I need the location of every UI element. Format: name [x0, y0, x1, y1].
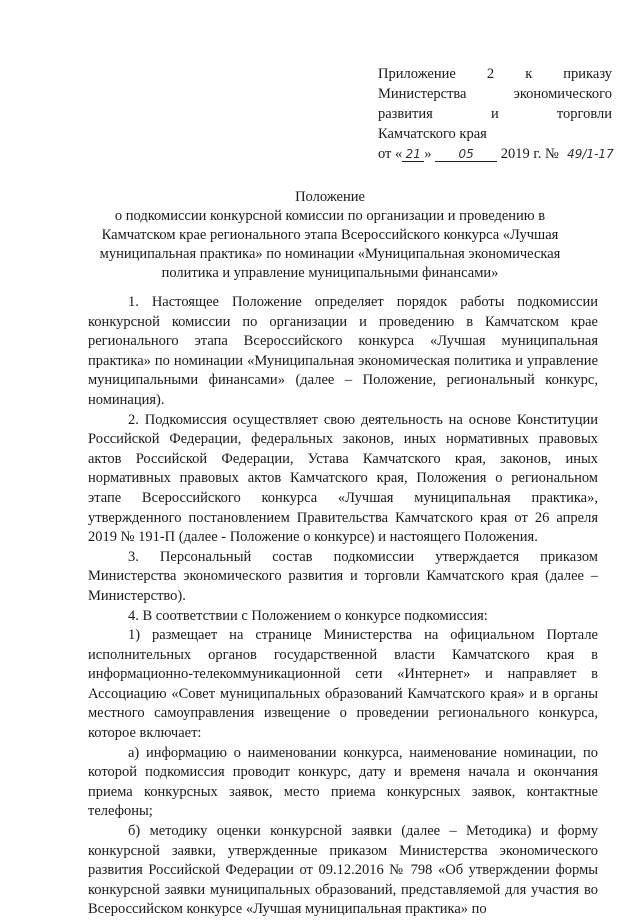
title-line-1: Положение [295, 189, 365, 205]
paragraph-3: 3. Персональный состав подкомиссии утверждается приказом Министерства экономического развития и торговли Камчатского края (далее – Министерство). [88, 548, 598, 604]
document-body [88, 293, 598, 920]
paragraph-4-item-1a: а) информацию о наименовании конкурса, наименование номинации, по которой подкомиссия проводит конкурс, дату и временя начала и окончания приема конкурсных заявок, место приема конкурсных заявок, контактные телефоны; [88, 744, 598, 820]
paragraph-2: 2. Подкомиссия осуществляет свою деятельность на основе Конституции Российской Федерации, федеральных законов, иных нормативных правовых актов Российской Федерации, Устава Камчатского края, законов, иных нормативных правовых актов Камчатского края, Положения о региональном этапе Всероссийского конкурса «Лучшая муниципальная практика», утвержденного постановлением Правительства Камчатского края от 26 апреля 2019 № 191-П (далее - Положение о конкурсе) и настоящего Положения. [88, 411, 598, 546]
title-line-2: о подкомиссии конкурсной комиссии по организации и проведению в [114, 208, 546, 224]
paragraph-1: 1. Настоящее Положение определяет порядок работы подкомиссии конкурсной комиссии по организации и проведению в Камчатском крае регионального этапа Всероссийского конкурса «Лучшая муниципальная практика» по номинации «Муниципальная экономическая политика и управление муниципальными финансами» (далее – Положение, региональный конкурс, номинация). [88, 294, 598, 408]
paragraph-4: 4. В соответствии с Положением о конкурсе подкомиссия: [128, 607, 488, 624]
document-title [80, 188, 580, 283]
date-quote-close: » [424, 146, 432, 162]
paragraph-4-item-1b: б) методику оценки конкурсной заявки (далее – Методика) и форму конкурсной заявки, утвержденные приказом Министерства экономического развития Российской Федерации от 09.12.2016 № 798 «Об утверждении формы конкурсной заявки муниципальных образований, представляемой для участия во Всероссийском конкурсе «Лучшая муниципальная практика» по [88, 823, 598, 918]
header-line-4: Камчатского края [378, 126, 487, 142]
header-date-line [378, 144, 612, 164]
header-line-3: развития и торговли [378, 106, 612, 122]
handwritten-day: 21 [402, 147, 424, 162]
handwritten-month: 05 [435, 147, 497, 162]
date-year-number: 2019 г. № [500, 146, 559, 162]
header-line-1: Приложение 2 к приказу [378, 66, 612, 82]
header-line-2: Министерства экономического [378, 86, 612, 102]
title-line-3: Камчатском крае регионального этапа Всероссийского конкурса «Лучшая [101, 227, 559, 243]
handwritten-order-number: 49/1-17 [567, 147, 614, 161]
date-prefix: от « [378, 146, 403, 162]
paragraph-4-item-1: 1) размещает на странице Министерства на официальном Портале исполнительных органов государственной власти Камчатского края в информационно-телекоммуникационной сети «Интернет» и направляет в Ассоциацию «Совет муниципальных образований Камчатского края» и в органы местного самоуправления извещение о проведении регионального конкурса, которое включает: [88, 627, 598, 742]
title-line-5: политика и управление муниципальными финансами» [161, 265, 499, 281]
appendix-header [378, 64, 612, 164]
title-line-4: муниципальная практика» по номинации «Муниципальная экономическая [99, 246, 561, 262]
